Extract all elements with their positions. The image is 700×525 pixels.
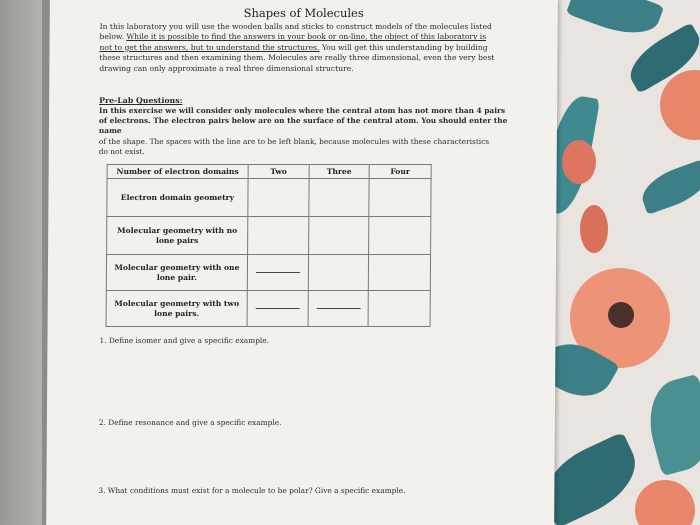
intro-text: You will get this understanding by building xyxy=(319,42,488,52)
flower-shape xyxy=(660,70,700,140)
answer-cell[interactable] xyxy=(368,291,430,327)
leaf-shape xyxy=(636,159,700,215)
intro-line: these structures and then examining them. Molecules are really three dimensional, even the very best xyxy=(99,53,495,63)
desk-background xyxy=(0,0,42,525)
table-row xyxy=(107,179,431,217)
floral-fabric-background xyxy=(540,0,700,525)
answer-cell[interactable] xyxy=(309,217,369,255)
blank-line xyxy=(256,308,300,309)
flower-center xyxy=(608,302,634,328)
prelab-line: In this exercise we will consider only molecules where the central atom has not more than 4 pairs xyxy=(99,106,506,115)
intro-line: In this laboratory you will use the wooden balls and sticks to construct models of the molecules listed xyxy=(99,22,492,31)
column-header-four: Four xyxy=(369,165,431,179)
blank-line xyxy=(256,272,300,273)
column-header-two: Two xyxy=(248,165,309,179)
intro-line: drawing can only approximate a real three dimensional structure. xyxy=(99,63,354,73)
intro-text: below. xyxy=(99,32,127,42)
intro-underlined-text: not to get the answers, but to understand the structures. xyxy=(99,42,320,52)
intro-paragraph xyxy=(99,22,519,74)
leaf-shape xyxy=(639,374,700,476)
question-2: 2. Define resonance and give a specific example. xyxy=(98,418,282,427)
column-header-three: Three xyxy=(309,165,369,179)
intro-underlined-text: While it is possible to find the answers in your book or on-line, the object of this laboratory is xyxy=(126,32,487,42)
prelab-paragraph xyxy=(99,106,527,157)
row-label: Molecular geometry with no lone pairs xyxy=(107,217,248,255)
prelab-line xyxy=(99,116,527,136)
answer-cell[interactable] xyxy=(368,255,430,291)
flower-shape xyxy=(635,480,695,525)
blank-line xyxy=(316,308,360,309)
leaf-shape xyxy=(566,0,664,44)
row-label: Electron domain geometry xyxy=(107,179,248,217)
blank-cell xyxy=(247,255,308,291)
row-label: Molecular geometry with two lone pairs. xyxy=(106,291,247,327)
answer-cell[interactable] xyxy=(248,179,309,217)
intro-line xyxy=(100,32,520,42)
worksheet-title: Shapes of Molecules xyxy=(243,6,364,20)
answer-cell[interactable] xyxy=(369,217,431,255)
answer-cell[interactable] xyxy=(248,217,309,255)
column-header-domains: Number of electron domains xyxy=(107,165,248,179)
molecule-shapes-table xyxy=(106,164,432,327)
intro-line xyxy=(99,43,519,53)
table-row xyxy=(106,255,430,291)
table-header-row xyxy=(107,165,431,179)
table-row xyxy=(107,217,431,255)
prelab-line: of the shape. The spaces with the line are to be left blank, because molecules with these characteristics xyxy=(98,136,490,146)
answer-cell[interactable] xyxy=(308,255,368,291)
flower-shape xyxy=(580,205,608,253)
blank-cell xyxy=(308,291,368,327)
prelab-bold-text: of electrons. The electron pairs below are on the surface of the central atom. You should enter the name xyxy=(98,116,508,136)
leaf-shape xyxy=(540,432,648,525)
worksheet-page xyxy=(46,0,558,525)
table-row xyxy=(106,291,430,327)
blank-cell xyxy=(247,291,308,327)
flower-shape xyxy=(562,140,596,184)
question-1: 1. Define isomer and give a specific example. xyxy=(99,336,270,345)
answer-cell[interactable] xyxy=(309,179,369,217)
row-label: Molecular geometry with one lone pair. xyxy=(106,255,247,291)
question-3: 3. What conditions must exist for a molecule to be polar? Give a specific example. xyxy=(98,486,406,495)
prelab-heading: Pre-Lab Questions: xyxy=(99,96,183,105)
prelab-line: do not exist. xyxy=(98,146,145,156)
answer-cell[interactable] xyxy=(369,179,431,217)
